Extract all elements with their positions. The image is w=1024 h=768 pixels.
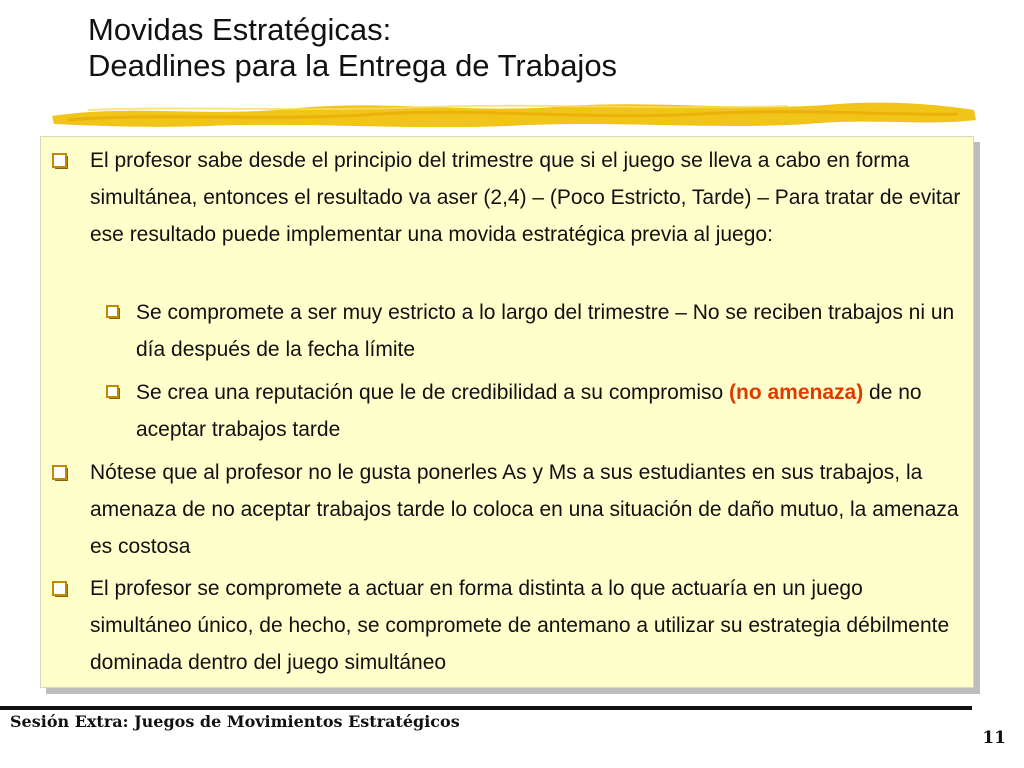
checkbox-square-icon	[106, 385, 121, 400]
bullet-item	[90, 454, 970, 565]
slide-title-line2: Deadlines para la Entrega de Trabajos	[88, 48, 618, 83]
sub-bullet-text: Se compromete a ser muy estricto a lo largo del trimestre – No se reciben trabajos ni un día después de la fecha límite	[136, 301, 955, 361]
title-underline-brush	[48, 96, 978, 132]
bullet-text: El profesor se compromete a actuar en forma distinta a lo que actuaría en un juego simultáneo único, de hecho, se compromete de antemano a utilizar su estrategia débilmente dominada dentro del juego simultáneo	[90, 577, 950, 674]
checkbox-square-icon	[52, 581, 69, 598]
page-number: 11	[982, 728, 1006, 748]
sub-bullet-text-after: de no aceptar trabajos tarde	[136, 381, 922, 441]
highlight-text: (no amenaza)	[729, 381, 864, 404]
bullet-text: Nótese que al profesor no le gusta ponerles As y Ms a sus estudiantes en sus trabajos, la amenaza de no aceptar trabajos tarde lo coloca en una situación de daño mutuo, la amenaza es costosa	[90, 461, 959, 558]
bullet-text: El profesor sabe desde el principio del trimestre que si el juego se lleva a cabo en forma simultánea, entonces el resultado va aser (2,4) – (Poco Estricto, Tarde) – Para tratar de evitar ese resultado puede implementar una movida estratégica previa al juego:	[90, 149, 961, 246]
slide-title	[88, 12, 617, 84]
sub-bullet-text	[136, 374, 970, 448]
checkbox-square-icon	[52, 465, 69, 482]
sub-bullet-text-before: Se crea una reputación que le de credibilidad a su compromiso	[136, 381, 730, 404]
bullet-item	[90, 570, 970, 681]
footer-text: Sesión Extra: Juegos de Movimientos Estratégicos	[10, 712, 460, 731]
slide-title-line1: Movidas Estratégicas:	[88, 12, 392, 47]
sub-bullet-item	[136, 294, 970, 368]
sub-bullet-item	[136, 374, 970, 448]
bullet-item	[90, 142, 970, 253]
footer-rule	[0, 706, 972, 710]
checkbox-square-icon	[52, 153, 69, 170]
checkbox-square-icon	[106, 305, 121, 320]
